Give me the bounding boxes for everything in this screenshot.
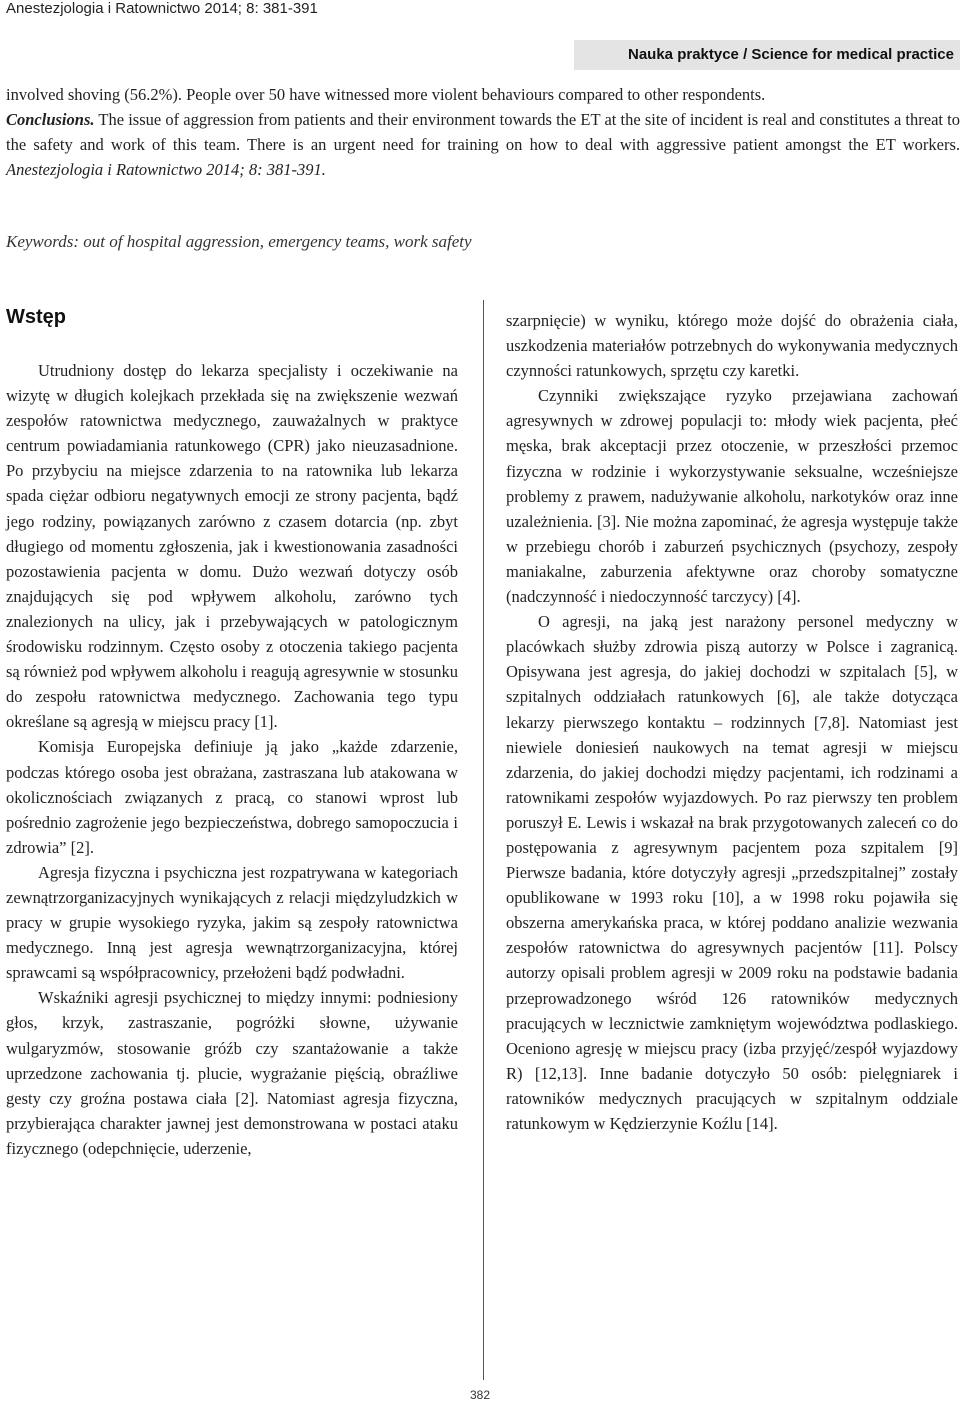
abstract-results-tail: involved shoving (56.2%). People over 50 have witnessed more violent behaviours compared to other respondents. <box>6 85 766 104</box>
keywords: Keywords: out of hospital aggression, emergency teams, work safety <box>6 232 472 251</box>
page-number: 382 <box>469 1388 491 1402</box>
paragraph: Utrudniony dostęp do lekarza specjalisty i oczekiwanie na wizytę w długich kolejkach przekłada się na zwiększenie wezwań zespołów ratownictwa medycznego, zauważalnych w praktyce centrum powiadamiania ratunkowego (CPR) jako nieuzasadnione. Po przybyciu na miejsce zdarzenia to na ratownika lub lekarza spada ciężar odbioru negatywnych emocji ze strony pacjenta, bądź jego rodziny, powiązanych zarówno z czasem dotarcia (np. zbyt długiego od momentu zgłoszenia, jak i kwestionowania zasadności pozostawienia pacjenta w domu. Dużo wezwań dotyczy osób znajdujących się pod wpływem alkoholu, zarówno tych znalezionych na ulicy, jak i przebywających w patologicznym środowisku rodzinnym. Często osoby z otoczenia takiego pacjenta są również pod wpływem alkoholu i reagują agresywnie w stosunku do zespołu ratownictwa medycznego. Zachowania tego typu określane są agresją w miejscu pracy [1]. <box>6 361 458 732</box>
journal-header: Anestezjologia i Ratownictwo 2014; 8: 381-391 <box>6 0 318 17</box>
abstract-block <box>6 82 960 182</box>
conclusions-label: Conclusions. <box>6 110 95 129</box>
paragraph: Komisja Europejska definiuje ją jako „każde zdarzenie, podczas którego osoba jest obrażana, zastraszana lub atakowana w okolicznościach związanych z pracą, co stanowi wprost lub pośrednio zagrożenie jego bezpieczeństwa, dobrego samopoczucia i zdrowia” [2]. <box>6 737 458 857</box>
abstract-citation: Anestezjologia i Ratownictwo 2014; 8: 381-391. <box>6 160 326 179</box>
right-column <box>506 308 958 1136</box>
conclusions-text: The issue of aggression from patients and their environment towards the ET at the site of incident is real and constitutes a threat to the safety and work of this team. There is an urgent need for training on how to deal with aggressive patient amongst the ET workers. <box>6 110 960 154</box>
paragraph: O agresji, na jaką jest narażony personel medyczny w placówkach służby zdrowia piszą autorzy w Polsce i zagranicą. Opisywana jest agresja, do jakiej dochodzi w szpitalach [5], w szpitalnych oddziałach ratunkowych [6], ale także dotycząca lekarzy pierwszego kontaktu – rodzinnych [7,8]. Natomiast jest niewiele doniesień naukowych na temat agresji w miejscu zdarzenia, do jakiej dochodzi między pacjentami, ich rodzinami a ratownikami zespołów wyjazdowych. Po raz pierwszy ten problem poruszył E. Lewis i wskazał na brak przygotowanych zaleceń co do postępowania z agresywnym pacjentem poza szpitalem [9] Pierwsze badania, które dotyczyły agresji „przedszpitalnej” zostały opublikowane w 1993 roku [10], a w 1998 roku pojawiła się obszerna amerykańska praca, w której poddano analizie wezwania zespołów ratownictwa do agresywnych pacjentów [11]. Polscy autorzy opisali problem agresji w 2009 roku na podstawie badania przeprowadzonego wśród 126 ratowników medycznych pracujących w lecznictwie zamkniętym województwa podlaskiego. Oceniono agresję w miejscu pracy (izba przyjęć/zespół wyjazdowy R) [12,13]. Inne badanie dotyczyło 50 osób: pielęgniarek i ratowników medycznych pracujących w szpitalnym oddziale ratunkowym w Kędzierzynie Koźlu [14]. <box>506 612 958 1133</box>
paragraph: Czynniki zwiększające ryzyko przejawiana zachowań agresywnych w zdrowej populacji to: młody wiek pacjenta, płeć męska, brak akceptacji przez otoczenie, w przeszłości przemoc fizyczna w rodzinie i wykorzystywanie seksualne, wcześniejsze problemy z prawem, nadużywanie alkoholu, narkotyków oraz inne uzależnienia. [3]. Nie można zapominać, że agresja występuje także w przebiegu chorób i zaburzeń psychicznych (psychozy, zespoły maniakalne, zaburzenia afektywne oraz choroby somatyczne (nadczynność i niedoczynność tarczycy) [4]. <box>506 386 958 607</box>
section-heading: Wstęp <box>6 306 66 328</box>
left-column <box>6 358 458 1161</box>
paragraph: szarpnięcie) w wyniku, którego może dojść do obrażenia ciała, uszkodzenia materiałów potrzebnych do wykonywania medycznych czynności ratunkowych, sprzętu czy karetki. <box>506 311 958 381</box>
column-divider <box>483 300 484 1380</box>
paragraph: Agresja fizyczna i psychiczna jest rozpatrywana w kategoriach zewnątrzorganizacyjnych wynikających z relacji międzyludzkich w pracy w grupie wysokiego ryzyka, jakim są zespoły ratownictwa medycznego. Inną jest agresja wewnątrzorganizacyjna, której sprawcami są współpracownicy, przełożeni bądź podwładni. <box>6 862 458 983</box>
abstract-conclusions <box>6 107 960 182</box>
paragraph: Wskaźniki agresji psychicznej to między innymi: podniesiony głos, krzyk, zastraszanie, pogróżki słowne, używanie wulgaryzmów, stosowanie gróźb czy szantażowanie a także uprzedzone zachowania tj. plucie, wygrażanie pięścią, obraźliwe gesty czy groźna postawa ciała [2]. Natomiast agresja fizyczna, przybierająca charakter jawnej jest demonstrowana w postaci ataku fizycznego (odepchnięcie, uderzenie, <box>6 988 458 1158</box>
section-label: Nauka praktyce / Science for medical practice <box>628 46 954 63</box>
section-banner <box>574 40 960 70</box>
